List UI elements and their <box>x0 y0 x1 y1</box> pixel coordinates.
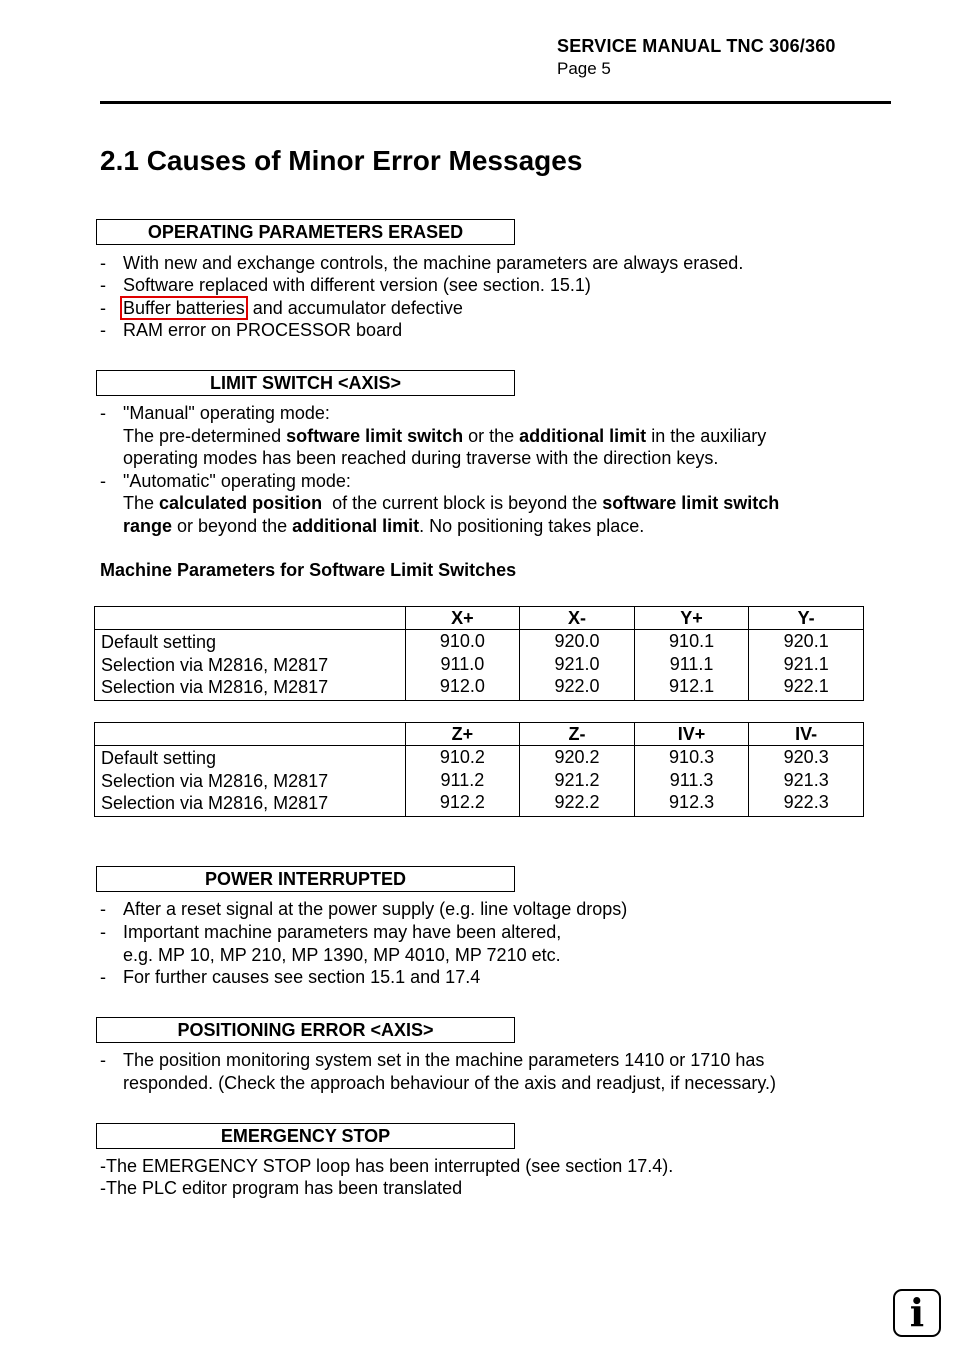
row-label: Selection via M2816, M2817 <box>101 677 329 697</box>
column-header: IV+ <box>634 723 749 746</box>
column-header: IV- <box>749 723 864 746</box>
column-values <box>405 746 520 817</box>
bullet-dash: - <box>100 403 106 423</box>
list-item: With new and exchange controls, the machine parameters are always erased. <box>123 253 744 273</box>
column-header: Z+ <box>405 723 520 746</box>
list-item-cont: e.g. MP 10, MP 210, MP 1390, MP 4010, MP 7210 etc. <box>123 945 561 965</box>
table-cell: 912.2 <box>439 792 485 812</box>
row-label: Selection via M2816, M2817 <box>101 770 329 791</box>
column-values <box>634 746 749 817</box>
table-cell: 921.3 <box>783 769 829 790</box>
table-cell: 910.2 <box>439 747 485 767</box>
list-item <box>123 297 463 319</box>
row-label: Selection via M2816, M2817 <box>101 793 329 813</box>
bullet-dash: - <box>100 967 106 987</box>
table-cell: 910.0 <box>439 631 485 651</box>
limit-switch-table-z-iv <box>94 722 864 817</box>
table-header-blank <box>95 723 406 746</box>
table-body-row <box>95 746 864 817</box>
list-item: After a reset signal at the power supply (e.g. line voltage drops) <box>123 899 628 919</box>
table-body-row <box>95 630 864 701</box>
manual-mode-label: "Manual" operating mode: <box>123 403 330 423</box>
table-cell: 920.2 <box>554 747 600 767</box>
row-label: Selection via M2816, M2817 <box>101 654 329 675</box>
table-header-row <box>95 723 864 746</box>
table-cell: 910.3 <box>669 747 715 767</box>
table-cell: 922.2 <box>554 792 600 812</box>
bullet-dash: - <box>100 320 106 340</box>
column-values <box>634 630 749 701</box>
table-cell: 912.3 <box>669 792 715 812</box>
bullet-dash: - <box>100 922 106 942</box>
list-item-cont: responded. (Check the approach behaviour of the axis and readjust, if necessary.) <box>123 1073 777 1093</box>
table-cell: 921.0 <box>554 653 600 674</box>
machine-parameters-heading: Machine Parameters for Software Limit Switches <box>100 560 517 580</box>
manual-mode-text-cont: operating modes has been reached during traverse with the direction keys. <box>123 448 719 468</box>
table-cell: 922.3 <box>783 792 829 812</box>
table-cell: 911.3 <box>669 769 714 790</box>
emergency-stop-line: -The PLC editor program has been translated <box>100 1178 463 1198</box>
list-item: For further causes see section 15.1 and 17.4 <box>123 967 481 987</box>
table-cell: 920.3 <box>783 747 829 767</box>
row-label: Default setting <box>101 632 217 652</box>
bullet-dash: - <box>100 253 106 273</box>
column-header: Z- <box>520 723 635 746</box>
positioning-error-heading: POSITIONING ERROR <AXIS> <box>96 1017 515 1043</box>
section-title: 2.1 Causes of Minor Error Messages <box>100 145 583 176</box>
table-cell: 911.2 <box>440 769 485 790</box>
table-cell: 920.0 <box>554 631 600 651</box>
automatic-mode-label: "Automatic" operating mode: <box>123 471 351 491</box>
column-values <box>749 746 864 817</box>
column-header: X- <box>520 607 635 630</box>
list-item: RAM error on PROCESSOR board <box>123 320 403 340</box>
column-header: Y- <box>749 607 864 630</box>
list-item: The position monitoring system set in the machine parameters 1410 or 1710 has <box>123 1050 765 1070</box>
limit-switch-heading: LIMIT SWITCH <AXIS> <box>96 370 515 396</box>
table-cell: 911.0 <box>440 653 485 674</box>
manual-mode-text: The pre-determined software limit switch or the additional limit in the auxiliary <box>123 426 767 446</box>
row-label: Default setting <box>101 748 217 768</box>
header-rule <box>100 101 891 104</box>
manual-title: SERVICE MANUAL TNC 306/360 <box>557 36 836 56</box>
table-cell: 920.1 <box>783 631 829 651</box>
table-cell: 921.1 <box>783 653 829 674</box>
column-values <box>749 630 864 701</box>
column-header: Y+ <box>634 607 749 630</box>
bullet-dash: - <box>100 471 106 491</box>
bullet-dash: - <box>100 1050 106 1070</box>
emergency-stop-line: -The EMERGENCY STOP loop has been interrupted (see section 17.4). <box>100 1156 674 1176</box>
list-item-text: and accumulator defective <box>252 298 463 318</box>
page-number: Page 5 <box>557 59 611 78</box>
automatic-mode-text-cont: range or beyond the additional limit. No positioning takes place. <box>123 516 645 536</box>
emergency-stop-heading: EMERGENCY STOP <box>96 1123 515 1149</box>
table-cell: 921.2 <box>554 769 600 790</box>
bullet-dash: - <box>100 899 106 919</box>
column-values <box>520 746 635 817</box>
table-cell: 922.0 <box>554 676 600 696</box>
table-cell: 912.1 <box>669 676 715 696</box>
operating-parameters-heading: OPERATING PARAMETERS ERASED <box>96 219 515 245</box>
bullet-dash: - <box>100 298 106 318</box>
column-header: X+ <box>405 607 520 630</box>
power-interrupted-heading: POWER INTERRUPTED <box>96 866 515 892</box>
column-values <box>405 630 520 701</box>
row-labels <box>95 630 406 701</box>
table-header-row <box>95 607 864 630</box>
bullet-dash: - <box>100 275 106 295</box>
automatic-mode-text: The calculated position of the current block is beyond the software limit switch <box>123 493 780 513</box>
row-labels <box>95 746 406 817</box>
column-values <box>520 630 635 701</box>
list-item: Software replaced with different version (see section. 15.1) <box>123 275 591 295</box>
highlighted-text: Buffer batteries <box>120 296 248 320</box>
limit-switch-table-xy <box>94 606 864 701</box>
list-item: Important machine parameters may have been altered, <box>123 922 562 942</box>
table-cell: 922.1 <box>783 676 829 696</box>
info-icon: i <box>893 1289 941 1337</box>
table-cell: 910.1 <box>669 631 715 651</box>
table-cell: 912.0 <box>439 676 485 696</box>
table-cell: 911.1 <box>669 653 714 674</box>
table-header-blank <box>95 607 406 630</box>
